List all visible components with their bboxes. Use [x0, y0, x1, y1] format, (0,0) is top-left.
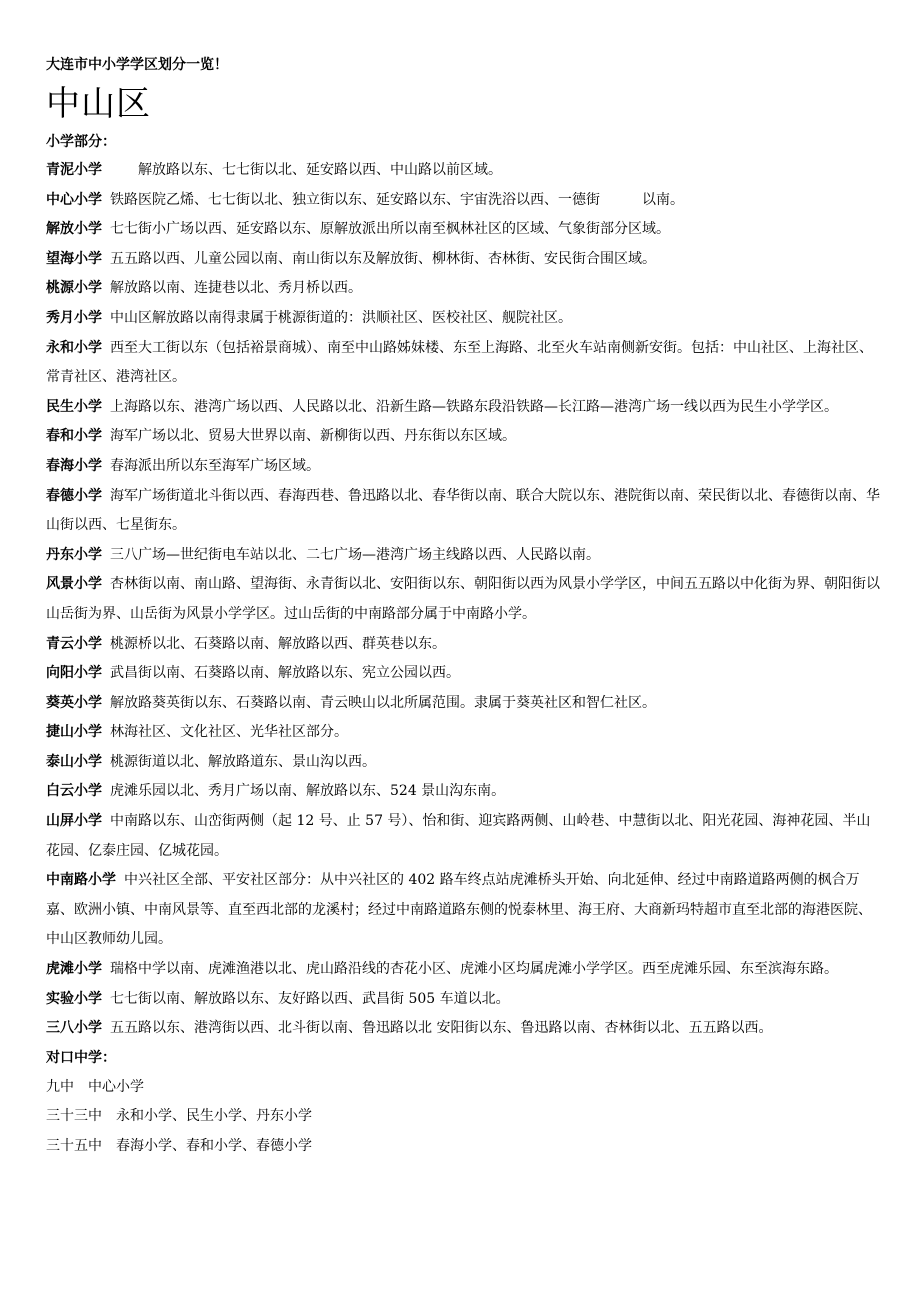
school-district-desc: 解放路以东、七七街以北、延安路以西、中山路以前区域。: [110, 162, 502, 178]
school-name: 望海小学: [46, 250, 102, 267]
school-entry: [46, 274, 880, 304]
middle-school-mapping: 三十三中 永和小学、民生小学、丹东小学: [46, 1108, 312, 1125]
school-district-desc: 中南路以东、山峦街两侧（起 12 号、止 57 号）、怡和街、迎宾路两侧、山岭巷、中慧街以北、阳光花园、海神花园、半山花园、亿泰庄园、亿城花园。: [46, 813, 871, 859]
school-district-desc: 海军广场街道北斗街以西、春海西巷、鲁迅路以北、春华街以南、联合大院以东、港院街以南、荣民街以北、春德街以南、华山街以西、七星街东。: [46, 487, 880, 534]
school-entry: [46, 955, 880, 985]
school-entry: [46, 334, 880, 393]
school-name: 向阳小学: [46, 665, 102, 682]
school-name: 青云小学: [46, 635, 102, 652]
school-name: 青泥小学: [46, 162, 102, 178]
school-district-desc: 上海路以东、港湾广场以西、人民路以北、沿新生路—铁路东段沿铁路—长江路—港湾广场一线以西为民生小学学区。: [110, 398, 838, 415]
school-name: 桃源小学: [46, 280, 102, 297]
school-entry: [46, 304, 880, 334]
school-name: 虎滩小学: [46, 961, 102, 978]
school-list: [46, 156, 880, 1044]
primary-section-label: 小学部分：: [46, 134, 116, 150]
school-entry: [46, 718, 880, 748]
school-name: 春和小学: [46, 428, 102, 445]
school-district-desc: 三八广场—世纪街电车站以北、二七广场—港湾广场主线路以西、人民路以南。: [110, 546, 600, 563]
school-entry: [46, 866, 880, 955]
school-entry: [46, 689, 880, 719]
school-name: 解放小学: [46, 221, 102, 238]
school-district-desc: 五五路以西、儿童公园以南、南山街以东及解放街、柳林街、杏林街、安民街合围区域。: [110, 250, 656, 267]
school-name: 泰山小学: [46, 753, 102, 770]
school-name: 中心小学: [46, 191, 102, 208]
school-name: 白云小学: [46, 783, 102, 800]
school-entry: [46, 393, 880, 423]
school-name: 秀月小学: [46, 309, 102, 326]
school-entry: [46, 482, 880, 541]
school-district-desc: 春海派出所以东至海军广场区域。: [110, 457, 320, 474]
school-name: 山屏小学: [46, 813, 102, 830]
school-name: 中南路小学: [46, 872, 116, 889]
school-entry: [46, 1014, 880, 1044]
school-district-desc: 铁路医院乙烯、七七街以北、独立街以东、延安路以东、宇宙洗浴以西、一德街 以南。: [110, 191, 684, 208]
school-name: 风景小学: [46, 576, 102, 593]
middle-school-mapping: 三十五中 春海小学、春和小学、春德小学: [46, 1138, 312, 1154]
school-name: 葵英小学: [46, 694, 102, 711]
middle-school-list: [46, 1073, 880, 1162]
school-name: 丹东小学: [46, 546, 102, 563]
school-district-desc: 五五路以东、港湾街以西、北斗街以南、鲁迅路以北 安阳街以东、鲁迅路以南、杏林街以北、五五路以西。: [110, 1020, 773, 1037]
school-district-desc: 虎滩乐园以北、秀月广场以南、解放路以东、524 景山沟东南。: [110, 783, 506, 800]
document-title: 大连市中小学学区划分一览！: [46, 57, 228, 73]
school-entry: [46, 541, 880, 571]
school-name: 永和小学: [46, 339, 102, 356]
school-entry: [46, 245, 880, 275]
school-district-desc: 桃源桥以北、石葵路以南、解放路以西、群英巷以东。: [110, 635, 446, 652]
school-name: 民生小学: [46, 398, 102, 415]
school-entry: [46, 215, 880, 245]
school-district-desc: 七七街以南、解放路以东、友好路以西、武昌街 505 车道以北。: [110, 990, 510, 1007]
school-name: 春海小学: [46, 457, 102, 474]
school-entry: [46, 630, 880, 660]
school-entry: [46, 807, 880, 866]
school-name: 三八小学: [46, 1020, 102, 1037]
school-district-desc: 瑞格中学以南、虎滩渔港以北、虎山路沿线的杏花小区、虎滩小区均属虎滩小学学区。西至虎滩乐园、东至滨海东路。: [110, 961, 838, 978]
school-district-desc: 西至大工街以东（包括裕景商城）、南至中山路姊妹楼、东至上海路、北至火车站南侧新安街。包括：中山社区、上海社区、常青社区、港湾社区。: [46, 339, 873, 386]
school-district-desc: 海军广场以北、贸易大世界以南、新柳街以西、丹东街以东区域。: [110, 428, 516, 445]
middle-school-mapping: 九中 中心小学: [46, 1078, 144, 1095]
school-district-desc: 中兴社区全部、平安社区部分：从中兴社区的 402 路车终点站虎滩桥头开始、向北延伸、经过中南路道路两侧的枫合万嘉、欧洲小镇、中南风景等、直至西北部的龙溪村；经过中南路道路东侧的悦泰林里、海王府、大商新玛特超市直至北部的海港医院、中山区教师幼儿园。: [46, 872, 872, 948]
school-entry: [46, 452, 880, 482]
middle-section-label: 对口中学：: [46, 1049, 116, 1066]
school-district-desc: 中山区解放路以南得隶属于桃源街道的：洪顺社区、医校社区、舰院社区。: [110, 309, 572, 326]
school-district-desc: 七七街小广场以西、延安路以东、原解放派出所以南至枫林社区的区域、气象街部分区域。: [110, 221, 670, 238]
school-entry: [46, 186, 880, 216]
school-entry: [46, 777, 880, 807]
school-district-desc: 解放路以南、连捷巷以北、秀月桥以西。: [110, 280, 362, 297]
school-district-desc: 杏林街以南、南山路、望海街、永青街以北、安阳街以东、朝阳街以西为风景小学学区，中间五五路以中化街为界、朝阳街以山岳街为界、山岳街为风景小学学区。过山岳街的中南路部分属于中南路小学。: [46, 576, 880, 622]
school-entry: [46, 659, 880, 689]
school-entry: [46, 570, 880, 629]
school-district-desc: 林海社区、文化社区、光华社区部分。: [110, 724, 348, 741]
school-entry: [46, 156, 880, 186]
school-district-desc: 武昌街以南、石葵路以南、解放路以东、宪立公园以西。: [110, 665, 460, 682]
school-entry: [46, 422, 880, 452]
school-entry: [46, 748, 880, 778]
school-name: 捷山小学: [46, 724, 102, 741]
school-district-desc: 解放路葵英街以东、石葵路以南、青云映山以北所属范围。隶属于葵英社区和智仁社区。: [110, 694, 656, 711]
school-entry: [46, 985, 880, 1015]
school-name: 实验小学: [46, 990, 102, 1007]
district-heading: 中山区: [46, 84, 151, 124]
school-district-desc: 桃源街道以北、解放路道东、景山沟以西。: [110, 753, 376, 770]
school-name: 春德小学: [46, 487, 102, 504]
